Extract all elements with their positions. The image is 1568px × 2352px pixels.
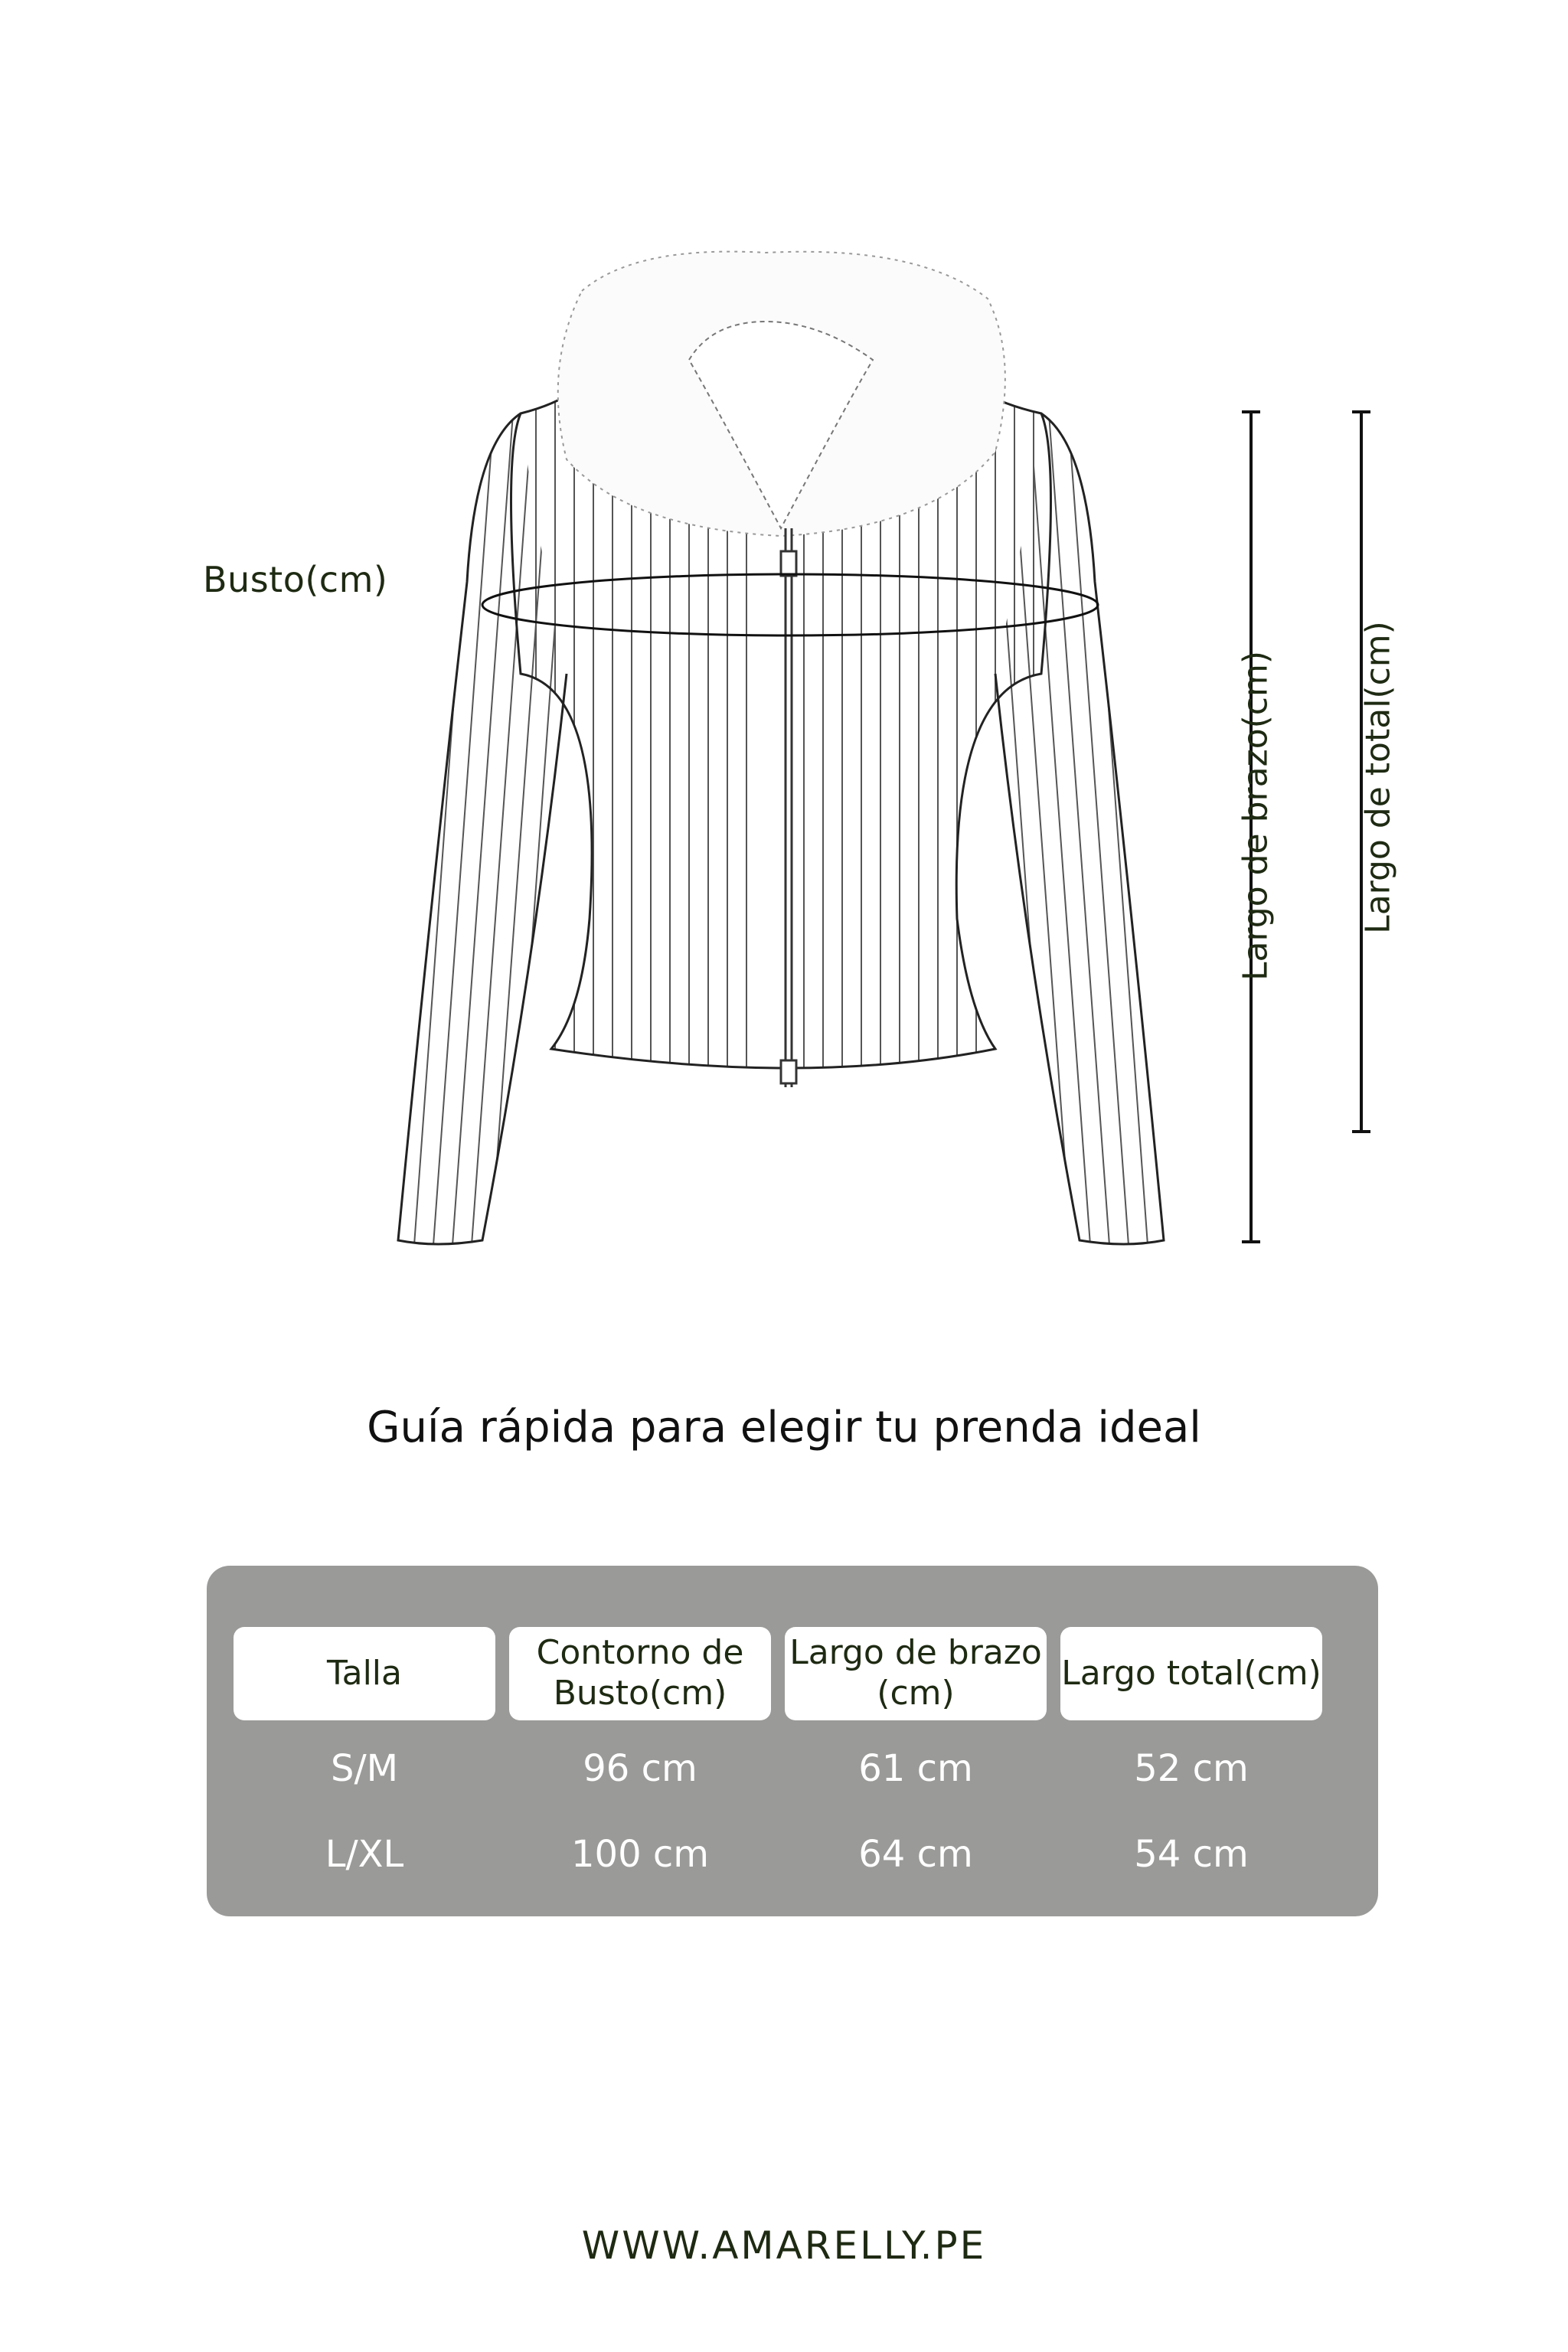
header-talla: Talla xyxy=(234,1627,495,1720)
table-row xyxy=(207,1828,1378,1881)
total-value-cell: 54 cm xyxy=(1134,1833,1249,1876)
size-cell: L/XL xyxy=(325,1833,404,1876)
bust-label: Busto(cm) xyxy=(203,559,388,600)
website-link[interactable]: WWW.AMARELLY.PE xyxy=(581,2223,987,2268)
total-value-cell: 52 cm xyxy=(1134,1747,1249,1790)
header-largo-total: Largo total(cm) xyxy=(1060,1627,1322,1720)
zipper xyxy=(781,528,796,1087)
guide-title: Guía rápida para elegir tu prenda ideal xyxy=(367,1403,1201,1452)
header-contorno-busto: Contorno de Busto(cm) xyxy=(509,1627,771,1720)
size-table xyxy=(207,1566,1378,1916)
sleeve-value-cell: 64 cm xyxy=(858,1833,973,1876)
sleeve-length-label: Largo de brazo(cm) xyxy=(1236,651,1276,981)
sleeve-value-cell: 61 cm xyxy=(858,1747,973,1790)
table-row xyxy=(207,1742,1378,1795)
fur-collar xyxy=(558,252,1005,536)
header-largo-brazo: Largo de brazo (cm) xyxy=(785,1627,1047,1720)
bust-value-cell: 100 cm xyxy=(570,1833,710,1876)
total-length-label: Largo de total(cm) xyxy=(1358,621,1398,934)
size-cell: S/M xyxy=(330,1747,399,1790)
bust-value-cell: 96 cm xyxy=(583,1747,697,1790)
